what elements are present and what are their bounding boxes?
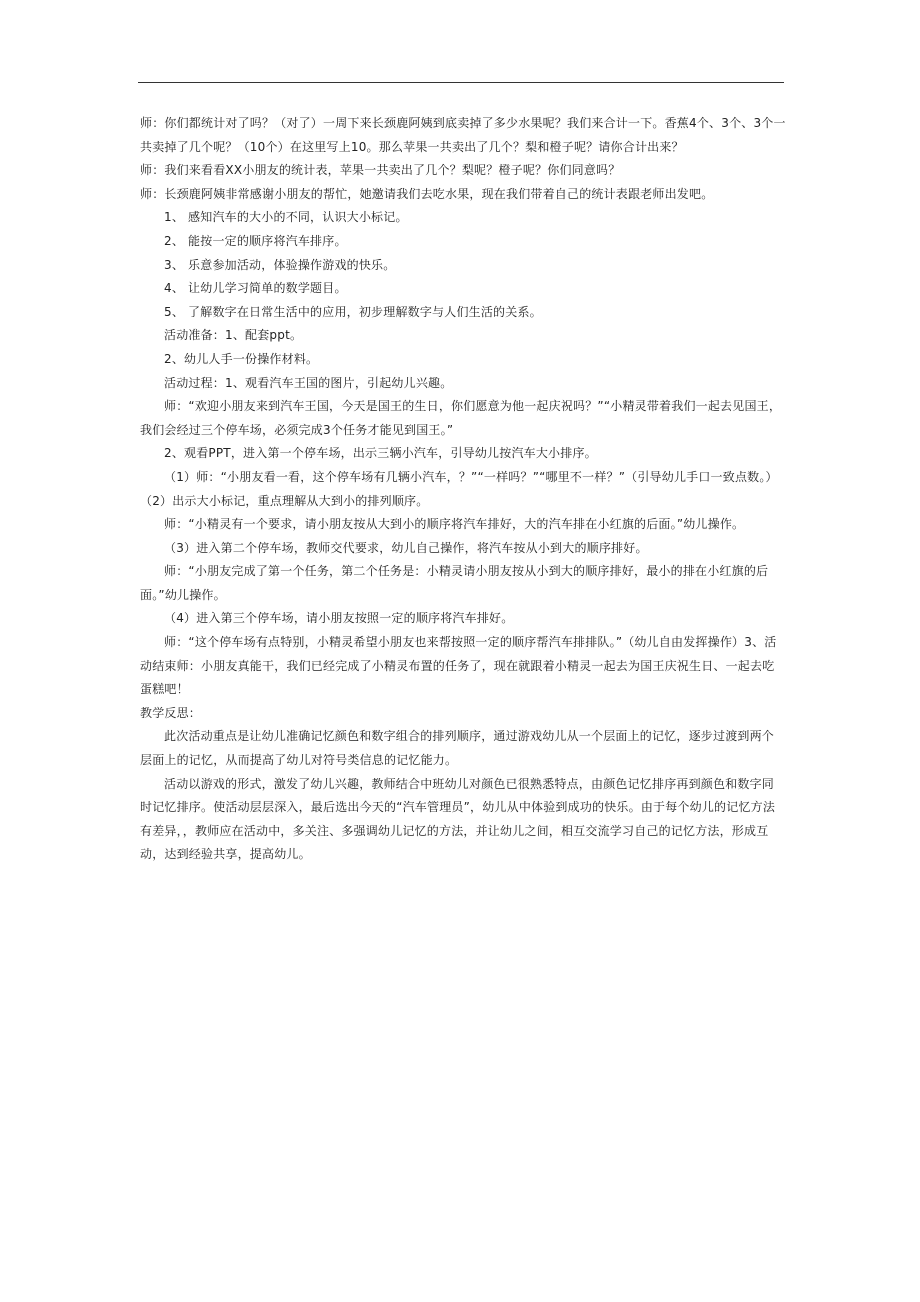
paragraph: 2、幼儿人手一份操作材料。 — [164, 351, 319, 366]
paragraph: 2、观看PPT，进入第一个停车场，出示三辆小汽车，引导幼儿按汽车大小排序。 — [164, 446, 597, 461]
paragraph: 此次活动重点是让幼儿准确记忆颜色和数字组合的排列顺序，通过游戏幼儿从一个层面上的记忆，逐步过渡到两个层面上的记忆，从而提高了幼儿对符号类信息的记忆能力。 — [140, 729, 775, 768]
header-rule — [138, 82, 784, 83]
goal-item: 5、 了解数字在日常生活中的应用，初步理解数字与人们生活的关系。 — [164, 304, 542, 319]
paragraph: 师：“这个停车场有点特别，小精灵希望小朋友也来帮按照一定的顺序帮汽车排排队。”（幼儿自由发挥操作）3、活动结束师：小朋友真能干，我们已经完成了小精灵布置的任务了，现在就跟着小精灵一起去为国王庆祝生日、一起去吃蛋糕吧！ — [140, 635, 777, 697]
paragraph: 活动以游戏的形式，激发了幼儿兴趣，教师结合中班幼儿对颜色已很熟悉特点，由颜色记忆排序再到颜色和数字同时记忆排序。使活动层层深入，最后选出今天的“汽车管理员”，幼儿从中体验到成功的快乐。由于每个幼儿的记忆方法有差异，，教师应在活动中，多关注、多强调幼儿记忆的方法，并让幼儿之间，相互交流学习自己的记忆方法，形成互动，达到经验共享，提高幼儿。 — [140, 776, 776, 862]
goal-item: 3、 乐意参加活动，体验操作游戏的快乐。 — [164, 257, 396, 272]
document-body — [140, 112, 786, 867]
paragraph: 师：“小朋友完成了第一个任务，第二个任务是：小精灵请小朋友按从小到大的顺序排好，最小的排在小红旗的后面。”幼儿操作。 — [140, 564, 769, 602]
section-heading: 教学反思： — [140, 705, 202, 720]
paragraph: （4）进入第三个停车场，请小朋友按照一定的顺序将汽车排好。 — [164, 611, 514, 626]
paragraph: 师：我们来看看XX小朋友的统计表，苹果一共卖出了几个？梨呢？橙子呢？你们同意吗？ — [140, 163, 621, 178]
paragraph: 师：你们都统计对了吗？（对了）一周下来长颈鹿阿姨到底卖掉了多少水果呢？我们来合计一下。香蕉4个、3个、3个一共卖掉了几个呢？（10个）在这里写上10。那么苹果一共卖出了几个？梨和橙子呢？请你合计出来？ — [140, 116, 786, 154]
paragraph: 师：“小精灵有一个要求，请小朋友按从大到小的顺序将汽车排好，大的汽车排在小红旗的后面。”幼儿操作。 — [164, 517, 745, 532]
goal-item: 4、 让幼儿学习简单的数学题目。 — [164, 281, 347, 296]
goal-item: 2、 能按一定的顺序将汽车排序。 — [164, 233, 347, 248]
paragraph: 活动过程：1、观看汽车王国的图片，引起幼儿兴趣。 — [164, 375, 453, 390]
paragraph: 活动准备：1、配套ppt。 — [164, 328, 303, 343]
paragraph: 师：“欢迎小朋友来到汽车王国，今天是国王的生日，你们愿意为他一起庆祝吗？”“小精灵带着我们一起去见国王，我们会经过三个停车场，必须完成3个任务才能见到国王。” — [140, 399, 782, 437]
paragraph: 师：长颈鹿阿姨非常感谢小朋友的帮忙，她邀请我们去吃水果，现在我们带着自己的统计表跟老师出发吧。 — [140, 186, 714, 201]
paragraph: （3）进入第二个停车场，教师交代要求，幼儿自己操作，将汽车按从小到大的顺序排好。 — [164, 540, 648, 555]
goal-item: 1、 感知汽车的大小的不同，认识大小标记。 — [164, 210, 408, 225]
paragraph: （1）师：“小朋友看一看，这个停车场有几辆小汽车，？”“一样吗？”“哪里不一样？”（引导幼儿手口一致点数。）（2）出示大小标记，重点理解从大到小的排列顺序。 — [140, 469, 778, 508]
